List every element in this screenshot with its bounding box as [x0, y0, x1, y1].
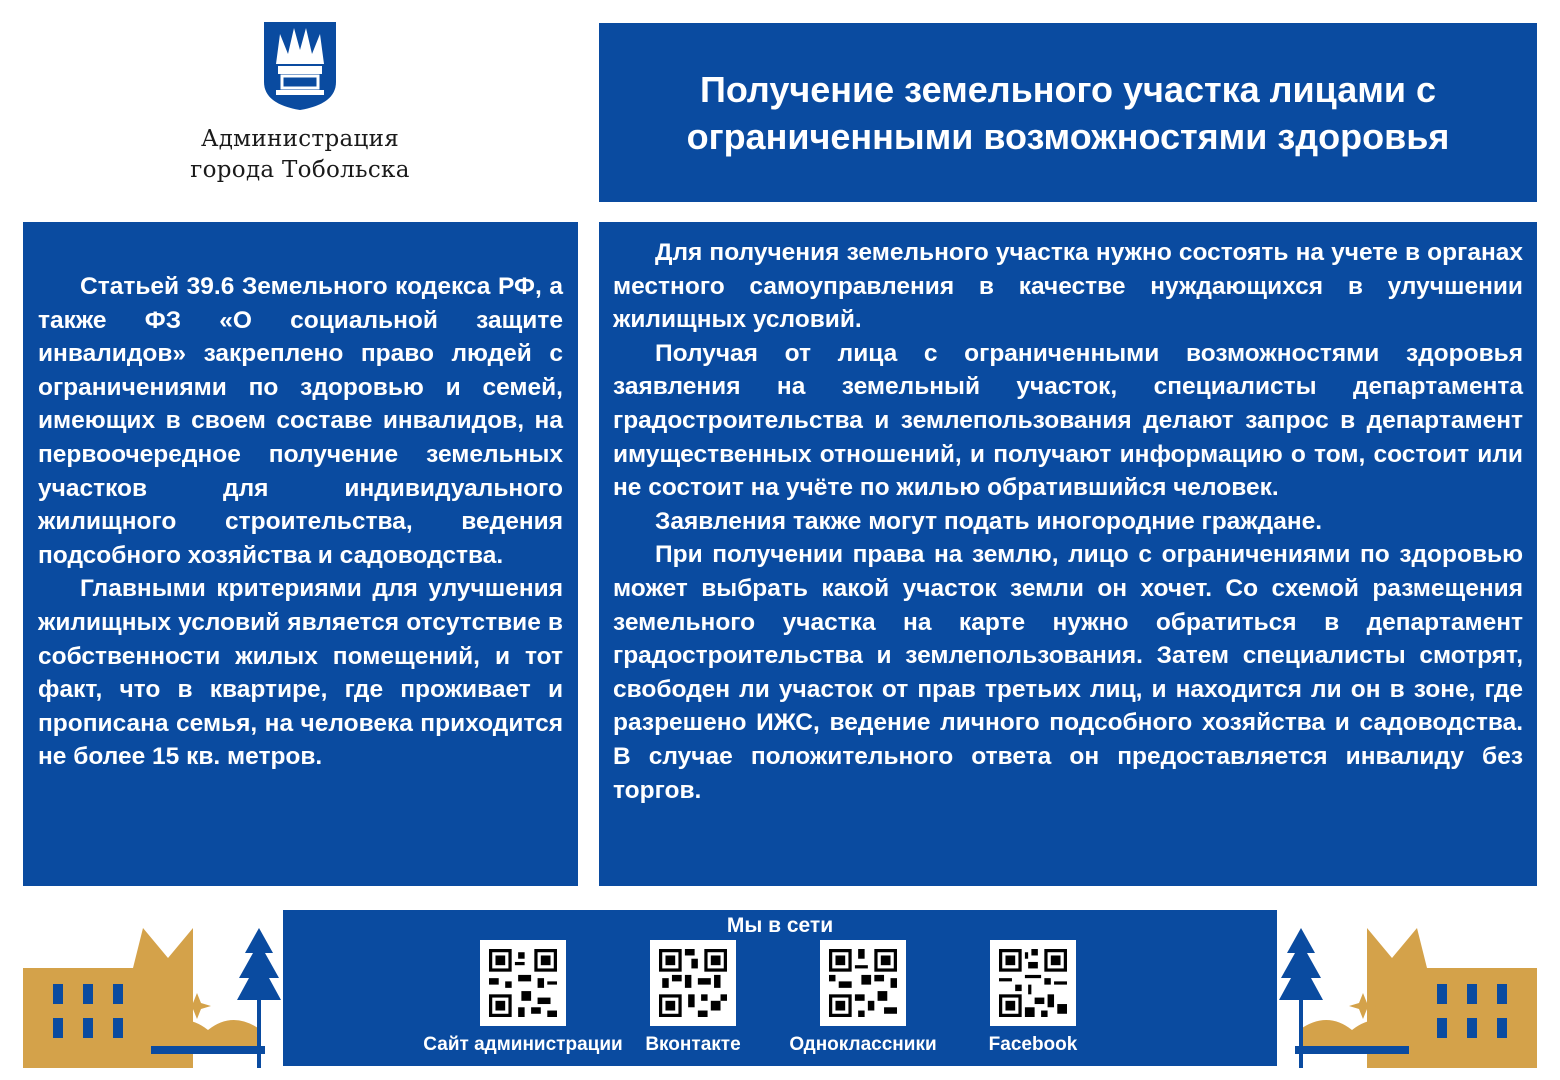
social-link-odnoklassniki[interactable]	[783, 940, 943, 1056]
org-name	[150, 124, 450, 186]
social-link-vkontakte[interactable]	[623, 940, 763, 1056]
right-paragraph-4: При получении права на землю, лицо с ограничениями по здоровью может выбрать какой участок земли он хочет. Со схемой размещения земельного участка на карте нужно обратиться в департамент градостроительства и землепользования. Затем специалисты смотрят, свободен ли участок от прав третьих лиц, и находится ли он в зоне, где разрешено ИЖС, ведение личного подсобного хозяйства и садоводства. В случае положительного ответа он предоставляется инвалиду без торгов.	[613, 541, 1523, 804]
city-decoration-right-icon	[1277, 918, 1537, 1068]
header-logo	[150, 20, 450, 186]
social-link-label[interactable]: Вконтакте	[645, 1034, 741, 1055]
right-text-panel	[599, 222, 1537, 886]
city-decoration-left-icon	[23, 918, 283, 1068]
social-heading: Мы в сети	[726, 914, 834, 937]
org-name-line-2: города Тобольска	[190, 157, 410, 183]
qr-code-icon[interactable]	[990, 940, 1076, 1026]
left-text-panel	[23, 222, 578, 886]
left-paragraph-2: Главными критериями для улучшения жилищных условий является отсутствие в собственности жилых помещений, и тот факт, что в квартире, где проживает и прописана семья, на человека приходится не более 15 кв. метров.	[38, 575, 563, 771]
qr-code-icon[interactable]	[650, 940, 736, 1026]
qr-code-icon[interactable]	[820, 940, 906, 1026]
title-banner	[599, 23, 1537, 202]
qr-code-icon[interactable]	[480, 940, 566, 1026]
social-link-facebook[interactable]	[973, 940, 1093, 1056]
org-name-line-1: Администрация	[200, 126, 400, 152]
social-link-website[interactable]	[423, 940, 623, 1056]
right-paragraph-1: Для получения земельного участка нужно состоять на учете в органах местного самоуправления в качестве нуждающихся в улучшении жилищных условий.	[613, 239, 1523, 334]
coat-of-arms-icon	[262, 20, 338, 112]
page-title: Получение земельного участка лицами с ограниченными возможностями здоровья	[686, 68, 1450, 157]
right-paragraph-2: Получая от лица с ограниченными возможностями здоровья заявления на земельный участок, специалисты департамента градостроительства и землепользования делают запрос в департамент имущественных отношений, и получают информацию о том, состоит или не состоит на учёте по жилью обратившийся человек.	[613, 339, 1523, 502]
social-links-bar	[283, 910, 1277, 1066]
left-paragraph-1: Статьей 39.6 Земельного кодекса РФ, а также ФЗ «О социальной защите инвалидов» закреплено право людей с ограничениями по здоровью и семей, имеющих в своем составе инвалидов, на первоочередное получение земельных участков для индивидуального жилищного строительства, ведения подсобного хозяйства и садоводства.	[38, 273, 563, 569]
social-link-label[interactable]: Одноклассники	[789, 1034, 937, 1055]
right-paragraph-3: Заявления также могут подать иногородние граждане.	[655, 507, 1323, 535]
social-link-label[interactable]: Сайт администрации	[423, 1034, 623, 1055]
social-link-label[interactable]: Facebook	[988, 1034, 1078, 1055]
